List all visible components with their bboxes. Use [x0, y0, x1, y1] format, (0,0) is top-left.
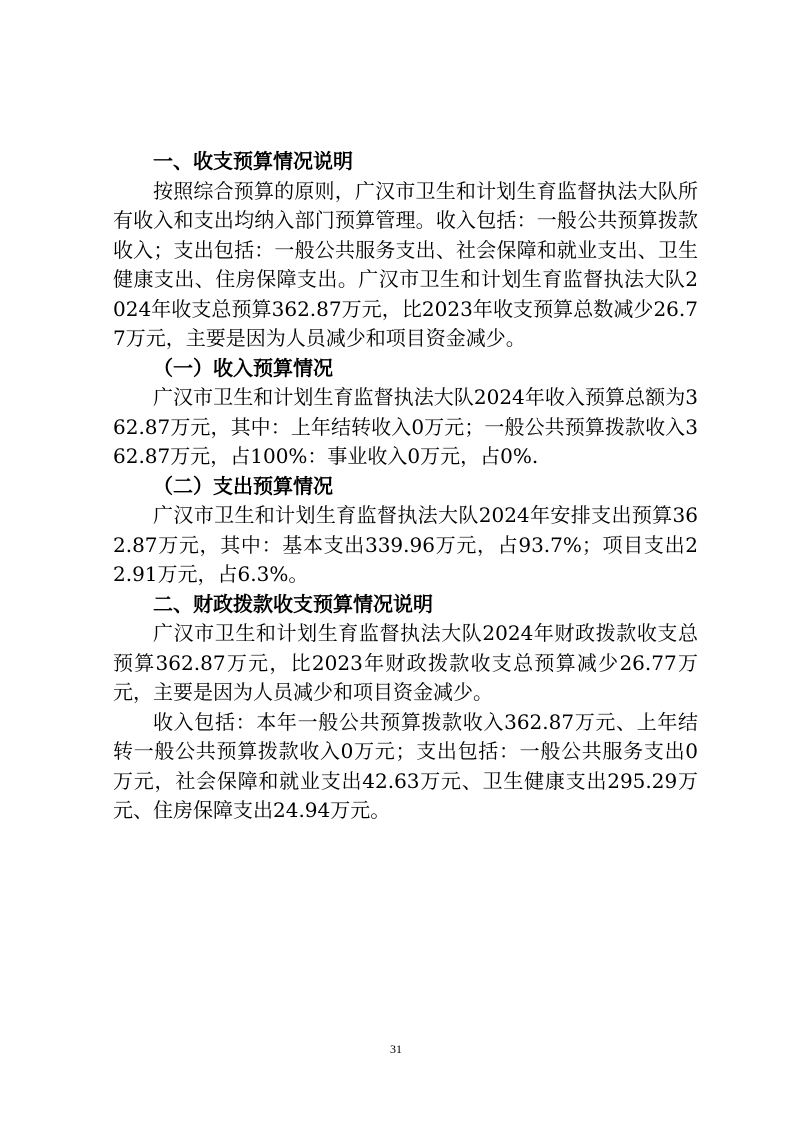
subsection-expenditure-paragraph: 广汉市卫生和计划生育监督执法大队2024年安排支出预算362.87万元，其中：基本支出339.96万元，占93.7%；项目支出22.91万元，占6.3%。	[113, 503, 698, 586]
section-2-paragraph-2: 收入包括：本年一般公共预算拨款收入362.87万元、上年结转一般公共预算拨款收入0万元；支出包括：一般公共服务支出0万元，社会保障和就业支出42.63万元、卫生健康支出295.29万元、住房保障支出24.94万元。	[113, 709, 698, 822]
subsection-income-heading: （一）收入预算情况	[153, 355, 333, 380]
document-body	[113, 147, 698, 826]
section-1-heading: 一、收支预算情况说明	[153, 149, 353, 173]
page-number: 31	[390, 1042, 402, 1056]
subsection-income-paragraph: 广汉市卫生和计划生育监督执法大队2024年收入预算总额为362.87万元，其中：上年结转收入0万元；一般公共预算拨款收入362.87万元，占100%：事业收入0万元，占0%.	[113, 385, 698, 468]
section-2-heading: 二、财政拨款收支预算情况说明	[153, 591, 433, 616]
section-1-paragraph: 按照综合预算的原则，广汉市卫生和计划生育监督执法大队所有收入和支出均纳入部门预算管理。收入包括：一般公共预算拨款收入；支出包括：一般公共服务支出、社会保障和就业支出、卫生健康支出、住房保障支出。广汉市卫生和计划生育监督执法大队2024年收支总预算362.87万元，比2023年收支预算总数减少26.77万元，主要是因为人员减少和项目资金减少。	[113, 178, 698, 350]
subsection-expenditure-heading: （二）支出预算情况	[153, 473, 333, 498]
section-2-paragraph-1: 广汉市卫生和计划生育监督执法大队2024年财政拨款收支总预算362.87万元，比2023年财政拨款收支总预算减少26.77万元，主要是因为人员减少和项目资金减少。	[113, 621, 698, 704]
